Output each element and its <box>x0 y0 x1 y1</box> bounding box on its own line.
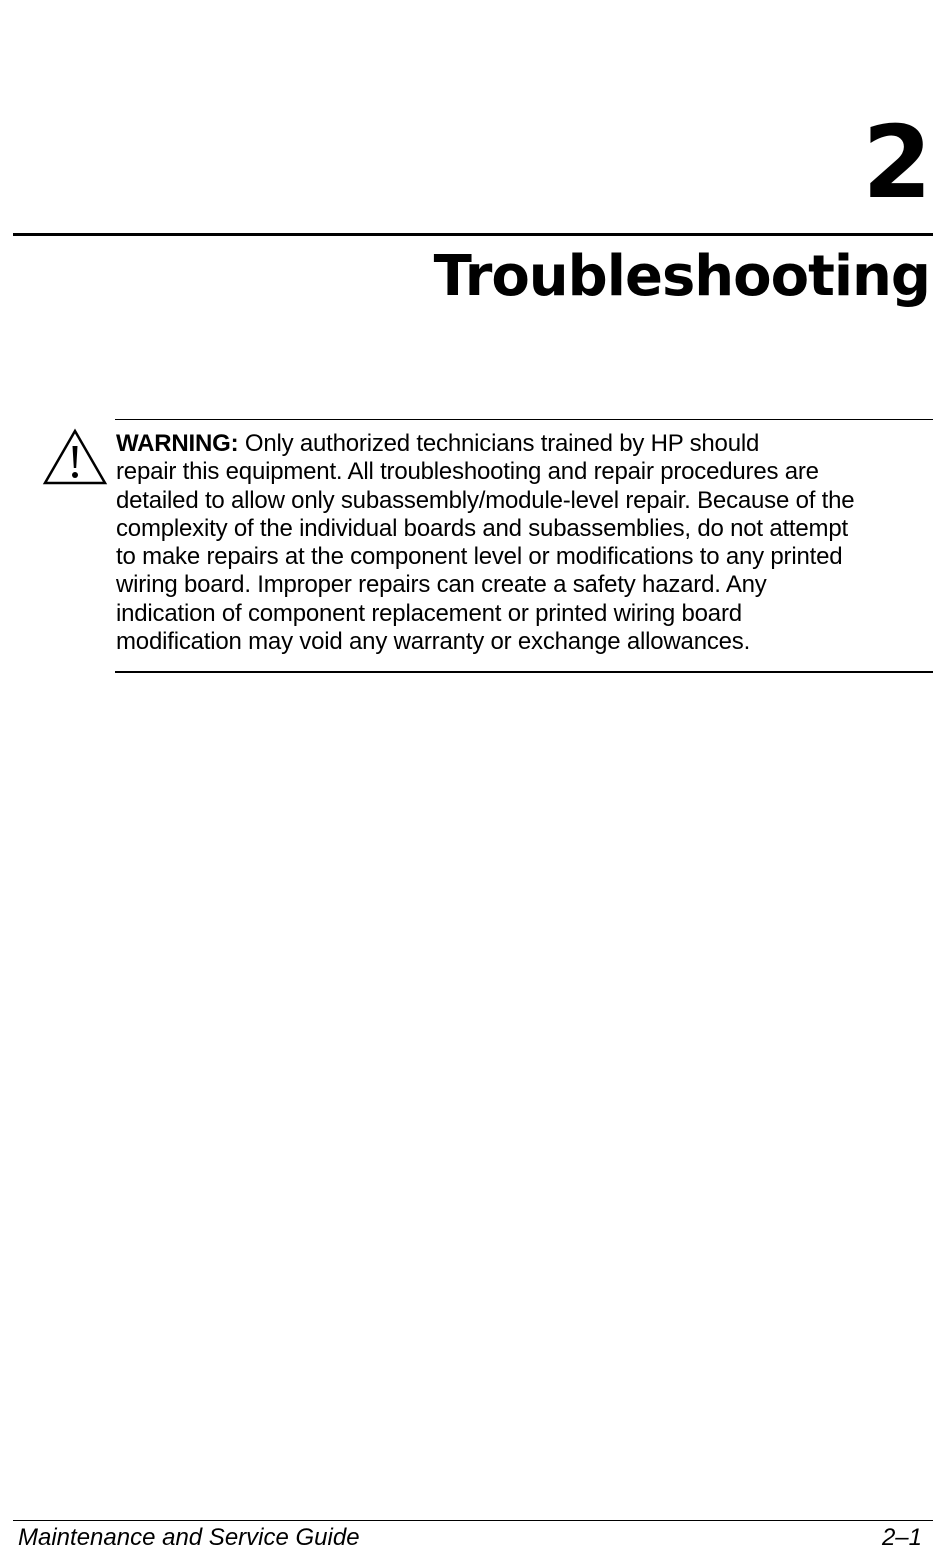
footer-divider <box>13 1520 933 1521</box>
warning-text-line: to make repairs at the component level or modifications to any printed <box>116 543 843 571</box>
title-divider <box>13 233 933 236</box>
warning-line-1 <box>116 430 934 458</box>
chapter-number: 2 <box>862 104 930 221</box>
footer-guide-title: Maintenance and Service Guide <box>18 1524 360 1551</box>
warning-top-divider <box>115 419 933 420</box>
warning-label: WARNING: <box>116 430 239 457</box>
warning-text-line: detailed to allow only subassembly/module-level repair. Because of the <box>116 486 855 514</box>
warning-message <box>116 430 934 656</box>
warning-text-line: wiring board. Improper repairs can create a safety hazard. Any <box>116 571 767 599</box>
warning-text-line: Only authorized technicians trained by HP should <box>244 430 760 457</box>
chapter-title: Troubleshooting <box>433 244 930 309</box>
warning-triangle-icon <box>42 428 108 486</box>
warning-text-line: modification may void any warranty or exchange allowances. <box>116 628 751 656</box>
warning-bottom-divider <box>115 671 933 673</box>
warning-text-line: repair this equipment. All troubleshooting and repair procedures are <box>116 458 819 486</box>
footer-page-number: 2–1 <box>881 1524 922 1551</box>
warning-text-line: indication of component replacement or printed wiring board <box>116 599 742 627</box>
warning-text-line: complexity of the individual boards and subassemblies, do not attempt <box>116 514 848 542</box>
